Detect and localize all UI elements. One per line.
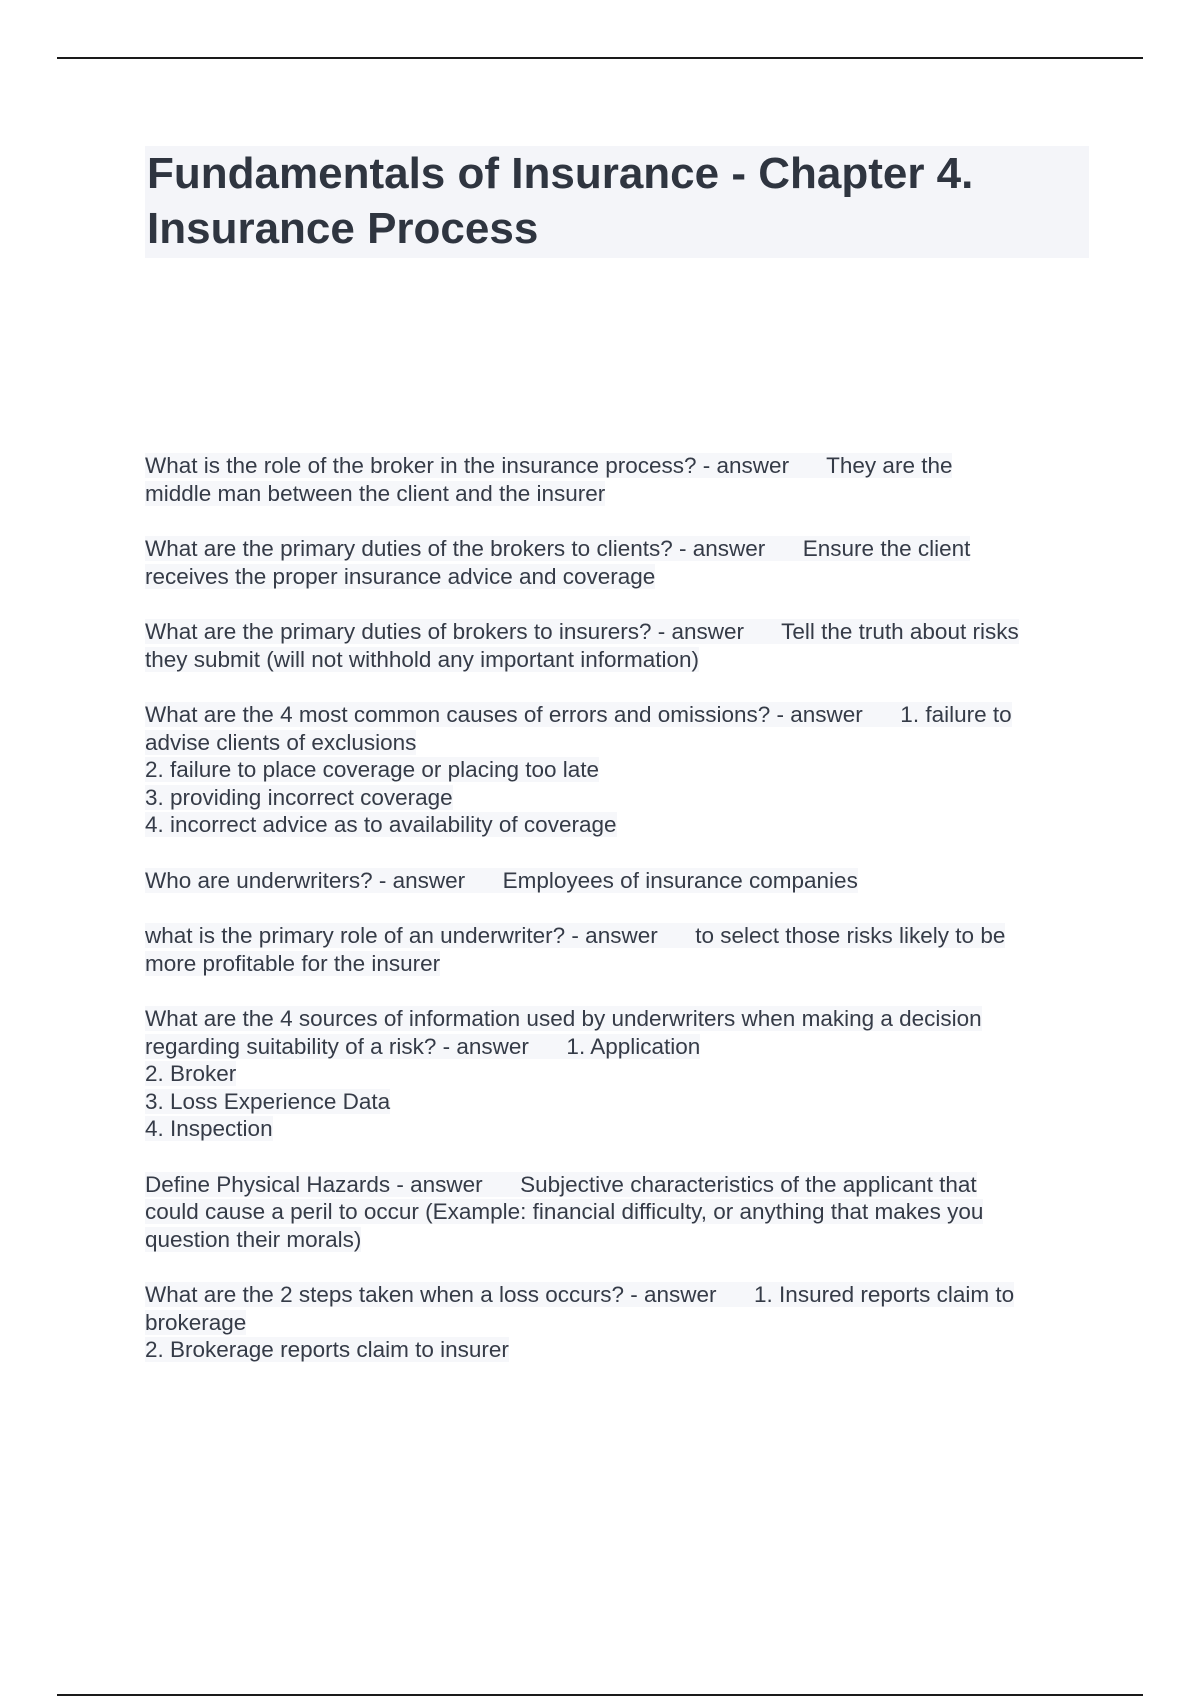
qa-line: receives the proper insurance advice and coverage <box>145 563 656 589</box>
qa-list <box>145 452 1091 1364</box>
qa-line: 2. Brokerage reports claim to insurer <box>145 1337 509 1362</box>
qa-line: What are the primary duties of the brokers to clients? - answer Ensure the client <box>145 536 971 561</box>
page-title-line-2: Insurance Process <box>147 204 539 253</box>
qa-line: What are the 2 steps taken when a loss occurs? - answer 1. Insured reports claim to <box>145 1282 1015 1307</box>
qa-line: 3. providing incorrect coverage <box>145 784 453 810</box>
qa-line: 2. failure to place coverage or placing too late <box>145 757 600 782</box>
qa-line: What are the primary duties of brokers to insurers? - answer Tell the truth about risks <box>145 619 1019 644</box>
qa-line: 3. Loss Experience Data <box>145 1088 391 1114</box>
qa-line: 4. incorrect advice as to availability of coverage <box>145 812 617 837</box>
qa-line: question their morals) <box>145 1226 362 1252</box>
page-title-line-1: Fundamentals of Insurance - Chapter 4. <box>147 149 974 198</box>
qa-line: What are the 4 most common causes of errors and omissions? - answer 1. failure to <box>145 702 1012 727</box>
qa-line: Who are underwriters? - answer Employees of insurance companies <box>145 867 858 893</box>
footer-rule <box>57 1694 1143 1696</box>
qa-line: brokerage <box>145 1309 247 1335</box>
qa-item <box>145 1281 1091 1364</box>
qa-line: what is the primary role of an underwriter? - answer to select those risks likely to be <box>145 923 1006 948</box>
qa-line: 4. Inspection <box>145 1116 273 1141</box>
qa-line: What are the 4 sources of information used by underwriters when making a decision <box>145 1006 982 1031</box>
qa-line: advise clients of exclusions <box>145 729 417 755</box>
page-title <box>147 146 1087 256</box>
qa-line: regarding suitability of a risk? - answer 1. Application <box>145 1033 701 1059</box>
header-rule <box>57 57 1143 59</box>
qa-line: What is the role of the broker in the insurance process? - answer They are the <box>145 453 953 478</box>
qa-item <box>145 1171 1091 1254</box>
qa-item <box>145 922 1091 977</box>
qa-line: could cause a peril to occur (Example: financial difficulty, or anything that makes you <box>145 1199 984 1224</box>
qa-line: middle man between the client and the insurer <box>145 480 606 506</box>
qa-item <box>145 701 1091 839</box>
qa-line: more profitable for the insurer <box>145 950 441 976</box>
qa-item <box>145 1005 1091 1143</box>
qa-line: they submit (will not withhold any important information) <box>145 646 699 672</box>
qa-item <box>145 452 1091 507</box>
qa-line: Define Physical Hazards - answer Subjective characteristics of the applicant that <box>145 1171 977 1197</box>
qa-item <box>145 618 1091 673</box>
qa-line: 2. Broker <box>145 1061 237 1086</box>
qa-item <box>145 535 1091 590</box>
qa-item <box>145 867 1091 895</box>
title-block <box>145 146 1089 258</box>
